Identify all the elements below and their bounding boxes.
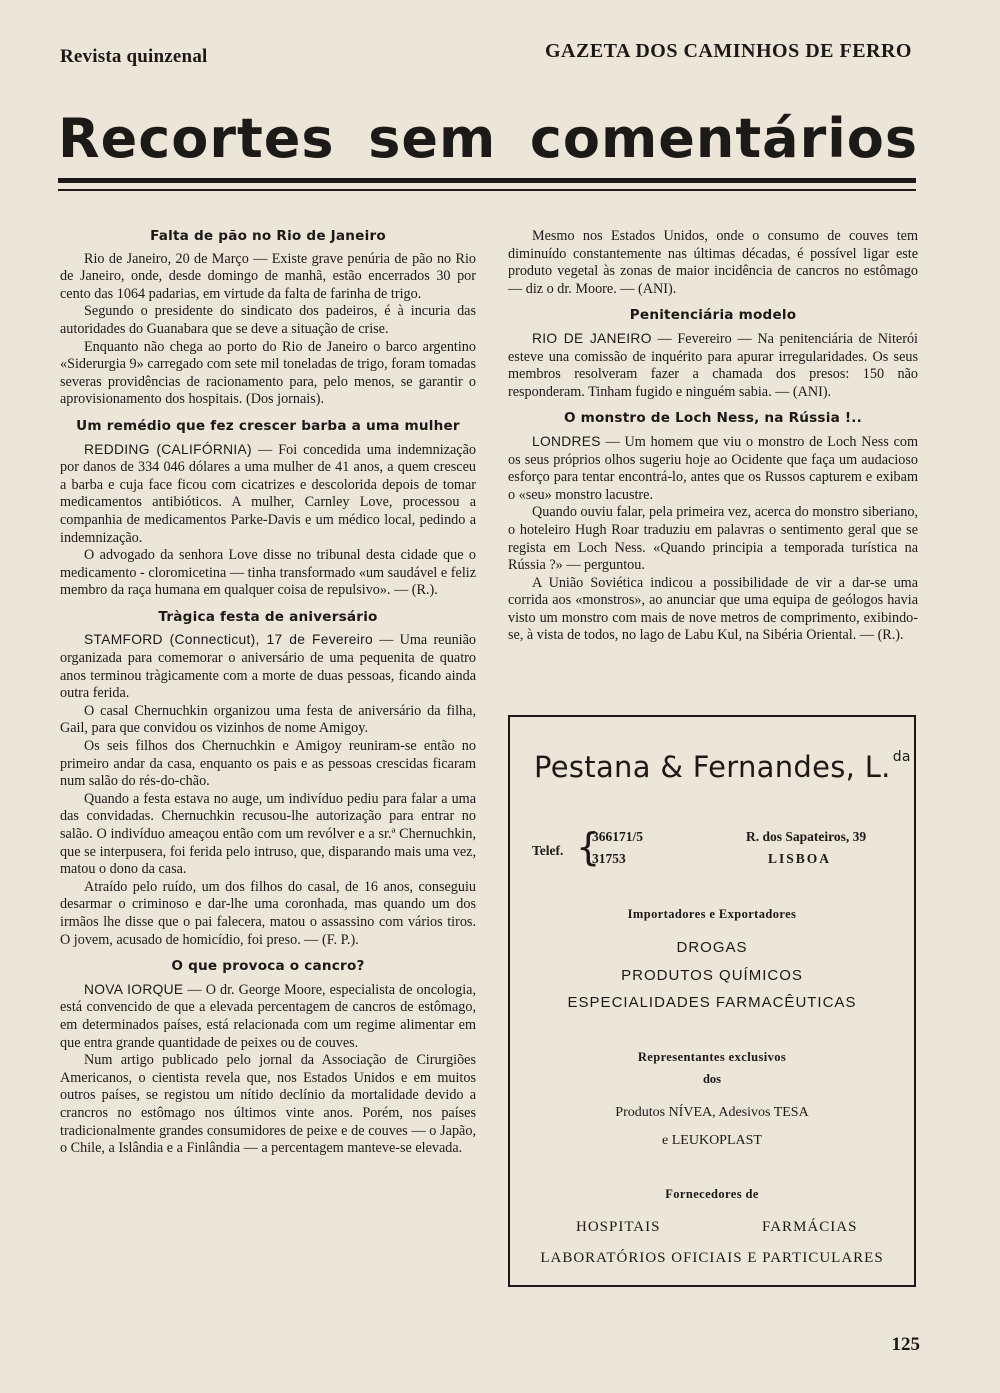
article-paragraph: O advogado da senhora Love disse no tribunal desta cidade que o medicamento - cloromicetina — tinha transformado «um saudável e feliz membro da raça humana em qualquer coisa de repulsivo». — (R.). [60, 547, 476, 599]
ad-firm-suffix: da [892, 749, 911, 765]
page-number: 125 [891, 1334, 920, 1355]
article-paragraph: Quando ouviu falar, pela primeira vez, acerca do monstro siberiano, o hoteleiro Hugh Roar traduziu em palavras o sentimento geral que se regista em Loch Ness. «Quando principia a temporada turística na Rússia ?» — perguntou. [508, 504, 918, 574]
advertisement-box [508, 715, 916, 1287]
article-paragraph: Rio de Janeiro, 20 de Março — Existe grave penúria de pão no Rio de Janeiro, onde, desde domingo de manhã, estão encerrados 30 por cento das 1064 padarias, em virtude da falta de farinha de trigo. [60, 250, 476, 302]
article-text: — Fevereiro — Na penitenciária de Niterói esteve una comissão de inquérito para apurar irregularidades. Os seus membros resolveram fazer a chamada dos presos: 150 não responderam. Tinham fugido e ninguém sabia. — (ANI). [508, 330, 918, 400]
article-text: — Um homem que viu o monstro de Loch Ness com os seus próprios olhos sugeriu hoje ao Ocidente que faça um audacioso esforço para tentar encontrá-lo, antes que os Russos capturem e exibam o «seu» monstro lacustre. [508, 433, 918, 503]
article-paragraph: O casal Chernuchkin organizou uma festa de aniversário da filha, Gail, para que convidou os vizinhos de nome Amigoy. [60, 702, 476, 737]
ad-leukoplast: e LEUKOPLAST [662, 1133, 762, 1148]
masthead-word: sem [368, 107, 497, 170]
article-paragraph [508, 433, 918, 504]
ad-city: LISBOA [768, 851, 832, 866]
masthead-rule-thin [58, 189, 916, 191]
ad-representantes: Representantes exclusivos [637, 1050, 787, 1064]
article-text: — O dr. George Moore, especialista de oncologia, está convencido de que a elevada percentagem de cancros de estômago, em determinados países, está relacionada com um regime alimentar em que entra grande quantidade de peixes ou de couves. [60, 981, 477, 1051]
ad-telephone-label: Telef. [532, 843, 564, 858]
article-paragraph: A União Soviética indicou a possibilidade de vir a dar-se uma corrida aos «monstros», ao anunciar que uma equipa de geólogos havia visto um monstro com mais de nove metros de comprimento, exibindo-se, à vista de todos, no lago de Labu Kul, na Sibéria Oriental. — (R.). [508, 574, 918, 644]
ad-importers-line: Importadores e Exportadores [627, 907, 797, 921]
article-paragraph: Segundo o presidente do sindicato dos padeiros, é à incuria das autoridades do Guanabara que se deve a situação de crise. [60, 303, 476, 337]
ad-especialidades: ESPECIALIDADES FARMACÊUTICAS [567, 994, 857, 1011]
article-remedio-barba [60, 418, 476, 600]
section-masthead [58, 108, 918, 170]
article-paragraph [508, 330, 918, 401]
article-paragraph: Atraído pelo ruído, um dos filhos do casal, de 16 anos, conseguiu desarmar o criminoso e dar-lhe uma coronhada, mas quando um dos irmãos lhe disse que o pai falecera, matou o assassino com vários tiros. O jovem, acusado de homicídio, foi preso. — (F. P.). [60, 878, 476, 948]
ad-farmacias: FARMÁCIAS [762, 1219, 858, 1235]
ad-firm-name [534, 749, 911, 784]
article-paragraph: Os seis filhos dos Chernuchkin e Amigoy reuniram-se então no primeiro andar da casa, enquanto os pais e as pessoas crescidas ficaram num salão do rés-do-chão. [60, 738, 476, 790]
article-title: O que provoca o cancro? [171, 958, 365, 975]
ad-phone-number: 366171/5 [592, 829, 644, 844]
article-dateline: RIO DE JANEIRO [532, 330, 652, 346]
article-tragica-festa [60, 609, 476, 949]
ad-fornecedores: Fornecedores de [665, 1187, 759, 1201]
right-column [508, 228, 918, 654]
header-publication-frequency: Revista quinzenal [60, 46, 208, 67]
article-paragraph: Quando a festa estava no auge, um indivíduo pediu para falar a uma das convidadas. Chernuchkin recusou-lhe autorização para entrar no salão. O indivíduo ameaçou então com um revólver e a sr.ª Chernuchkin, que se interpusera, foi ferida pelo intruso, que, disparando mais uma vez, matou o dono da casa. [60, 790, 476, 878]
article-title: Falta de pão no Rio de Janeiro [150, 228, 386, 244]
article-paragraph: Num artigo publicado pelo jornal da Associação de Cirurgiões Americanos, o cientista revela que, nos Estados Unidos e em muitos outros países, se registou um nítido declínio da mortalidade devido a crancros no estômago nos últimos vinte anos. Porém, nos países tradicionalmente grandes consumidores de peixe e de couves — o Japão, o Chile, a Islândia e a Finlândia — a percentagem manteve-se elevada. [60, 1052, 476, 1157]
article-cancro [60, 958, 476, 1158]
ad-street-address: R. dos Sapateiros, 39 [746, 829, 867, 844]
article-falta-de-pao [60, 228, 476, 409]
left-column [60, 228, 476, 1167]
ad-brace-glyph: { [576, 825, 601, 869]
article-paragraph: Mesmo nos Estados Unidos, onde o consumo de couves tem diminuído constantemente nas últimas décadas, é possível ligar este produto vegetal às zonas de maior incidência de cancros no estômago — diz o dr. Moore. — (ANI). [508, 228, 918, 297]
article-title: O monstro de Loch Ness, na Rússia !.. [563, 410, 863, 427]
masthead-rule-thick [58, 178, 916, 183]
article-title: Penitenciária modelo [629, 307, 797, 324]
article-dateline: REDDING (CALIFÓRNIA) [84, 441, 252, 457]
header-publication-title: GAZETA DOS CAMINHOS DE FERRO [544, 40, 912, 62]
article-title: Um remédio que fez crescer barba a uma mulher [76, 417, 460, 434]
article-paragraph [60, 631, 476, 702]
article-dateline: LONDRES [532, 433, 601, 449]
ad-phone-number: 31753 [592, 851, 626, 866]
article-paragraph [60, 441, 476, 548]
ad-laboratorios: LABORATÓRIOS OFICIAIS E PARTICULARES [540, 1250, 884, 1266]
article-text: — Foi concedida uma indemnização por danos de 334 046 dólares a uma mulher de 41 anos, a quem cresceu a barba e cuja face ficou com cicatrizes e descolorida depois de tomar medicamentos antibióticos. A mulher, Carnley Love, processou a companhia de medicamentos Parke-Davis e um médico local, pedindo a indemnização. [60, 441, 476, 546]
article-dateline: NOVA IORQUE [84, 981, 184, 997]
article-cancro-continued [508, 228, 918, 298]
ad-firm-text: Pestana & Fernandes, L. [534, 750, 891, 784]
article-paragraph [60, 981, 476, 1052]
article-dateline: STAMFORD (Connecticut), 17 de Fevereiro [84, 632, 373, 648]
article-loch-ness [508, 410, 918, 645]
article-text: — Uma reunião organizada para comemorar o aniversário de uma pequenita de quatro anos terminou tràgicamente com a morte de duas pessoas, ficando ainda outra ferida. [60, 632, 476, 702]
article-title: Tràgica festa de aniversário [158, 608, 378, 625]
ad-drogas: DROGAS [676, 939, 748, 956]
ad-dos: dos [702, 1072, 722, 1086]
ad-hospitais: HOSPITAIS [576, 1219, 661, 1235]
ad-produtos-quimicos: PRODUTOS QUÍMICOS [621, 967, 803, 984]
masthead-word: Recortes [58, 107, 335, 170]
ad-contact-block [532, 825, 902, 875]
ad-produtos-brands: Produtos NÍVEA, Adesivos TESA [615, 1105, 809, 1120]
article-paragraph: Enquanto não chega ao porto do Rio de Janeiro o barco argentino «Siderurgia 9» carregado com sete mil toneladas de trigo, foram tomadas severas providências de racionamento para, pelo menos, se garantir o aprovisionamento dos hospitais. (Dos jornais). [60, 338, 476, 408]
article-penitenciaria [508, 307, 918, 401]
masthead-word: comentários [529, 107, 918, 170]
